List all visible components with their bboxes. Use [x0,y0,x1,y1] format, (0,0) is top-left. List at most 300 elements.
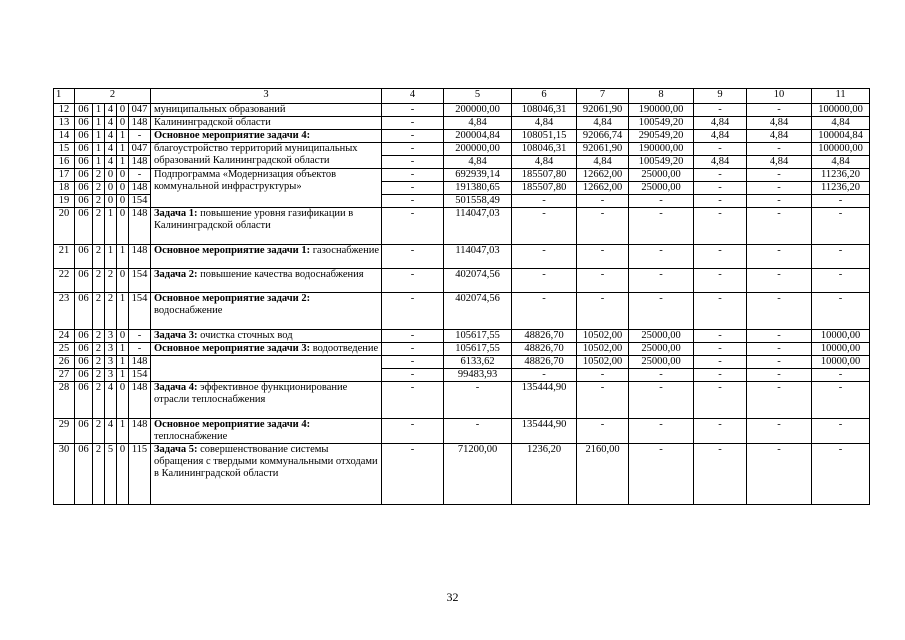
code-cell: 0 [117,382,129,419]
value-cell: - [812,195,870,208]
code-cell: 154 [129,369,151,382]
value-cell: - [629,293,694,330]
code-cell: 2 [105,269,117,293]
code-cell: 148 [129,117,151,130]
code-cell: 0 [117,104,129,117]
code-cell: 2 [93,195,105,208]
value-cell: 4,84 [812,117,870,130]
description-text: теплоснабжение [154,431,228,442]
table-row [54,343,870,356]
value-cell: - [747,269,812,293]
value-cell: - [747,343,812,356]
value-cell: 290549,20 [629,130,694,143]
value-cell: - [382,208,444,245]
code-cell: 06 [75,382,93,419]
header-cell: 7 [577,89,629,104]
value-cell: - [577,269,629,293]
code-cell: 06 [75,143,93,156]
code-cell: 0 [117,208,129,245]
value-cell: - [382,143,444,156]
code-cell: 06 [75,195,93,208]
value-cell: 4,84 [694,117,747,130]
code-cell: 06 [75,330,93,343]
code-cell: 2 [93,245,105,269]
code-cell: 1 [117,293,129,330]
value-cell: - [812,269,870,293]
value-cell: - [747,245,812,269]
code-cell: - [129,130,151,143]
value-cell: - [747,356,812,369]
value-cell: - [629,444,694,505]
value-cell: - [694,169,747,182]
value-cell: - [694,343,747,356]
code-cell: 0 [117,444,129,505]
value-cell: - [747,419,812,444]
row-number-cell: 19 [54,195,75,208]
code-cell: 1 [117,356,129,369]
code-cell: 06 [75,269,93,293]
table-row [54,208,870,245]
budget-table [53,88,870,505]
value-cell: - [694,195,747,208]
code-cell: 2 [93,293,105,330]
code-cell: 2 [93,330,105,343]
value-cell: 200000,00 [444,104,512,117]
description-bold-text: Задача 3: [154,330,198,341]
value-cell: - [577,293,629,330]
code-cell: 154 [129,195,151,208]
description-bold-text: Основное мероприятие задачи 4: [154,130,311,141]
code-cell: 148 [129,356,151,369]
value-cell: 48826,70 [512,356,577,369]
code-cell: 1 [117,130,129,143]
code-cell: 0 [117,330,129,343]
description-cell [151,104,382,117]
table-row [54,143,870,156]
row-number-cell: 13 [54,117,75,130]
value-cell: - [382,156,444,169]
description-cell [151,245,382,269]
value-cell: 92061,90 [577,104,629,117]
code-cell: 148 [129,208,151,245]
value-cell: - [694,208,747,245]
value-cell: 4,84 [577,156,629,169]
value-cell: - [812,444,870,505]
value-cell: 200000,00 [444,143,512,156]
code-cell: 3 [105,343,117,356]
value-cell: - [382,245,444,269]
value-cell: 1236,20 [512,444,577,505]
value-cell: - [382,419,444,444]
value-cell: - [512,269,577,293]
table-row [54,444,870,505]
code-cell: 4 [105,382,117,419]
value-cell: - [812,369,870,382]
code-cell: 06 [75,169,93,182]
code-cell: 4 [105,104,117,117]
value-cell: 4,84 [694,130,747,143]
code-cell: 115 [129,444,151,505]
value-cell: - [382,117,444,130]
value-cell: - [577,245,629,269]
value-cell: 190000,00 [629,104,694,117]
description-bold-text: Задача 2: [154,269,198,280]
code-cell: 1 [93,156,105,169]
code-cell: 06 [75,419,93,444]
value-cell: 4,84 [694,156,747,169]
value-cell: - [694,293,747,330]
value-cell: - [382,130,444,143]
value-cell: - [444,382,512,419]
value-cell: 4,84 [512,156,577,169]
value-cell: - [577,195,629,208]
code-cell: 2 [93,343,105,356]
value-cell: 108051,15 [512,130,577,143]
code-cell: 2 [93,169,105,182]
value-cell: 190000,00 [629,143,694,156]
row-number-cell: 15 [54,143,75,156]
value-cell: 185507,80 [512,182,577,195]
code-cell: 154 [129,293,151,330]
code-cell: 1 [117,245,129,269]
value-cell: - [382,195,444,208]
value-cell: 100000,00 [812,104,870,117]
code-cell: 1 [117,419,129,444]
row-number-cell: 21 [54,245,75,269]
code-cell: 06 [75,343,93,356]
description-text: повышение качества водоснабжения [197,269,364,280]
value-cell: 2160,00 [577,444,629,505]
value-cell: - [694,104,747,117]
description-cell [151,419,382,444]
description-text: очистка сточных вод [197,330,293,341]
code-cell: 06 [75,356,93,369]
code-cell: 3 [105,356,117,369]
value-cell: - [694,419,747,444]
table-row [54,356,870,369]
code-cell: 0 [117,182,129,195]
code-cell: 06 [75,293,93,330]
code-cell: 06 [75,444,93,505]
description-cell [151,208,382,245]
value-cell: 402074,56 [444,293,512,330]
code-cell: 0 [105,169,117,182]
code-cell: 2 [93,444,105,505]
code-cell: 1 [93,117,105,130]
value-cell: 25000,00 [629,343,694,356]
table-row [54,330,870,343]
value-cell: 200004,84 [444,130,512,143]
header-cell: 8 [629,89,694,104]
value-cell: - [382,169,444,182]
value-cell: - [694,369,747,382]
code-cell: 2 [93,269,105,293]
code-cell: 148 [129,245,151,269]
description-cell [151,356,382,382]
value-cell: - [629,208,694,245]
header-cell: 4 [382,89,444,104]
value-cell: - [694,182,747,195]
code-cell: 148 [129,182,151,195]
value-cell: 6133,62 [444,356,512,369]
code-cell: 2 [93,369,105,382]
description-cell [151,117,382,130]
value-cell: 4,84 [747,117,812,130]
value-cell: - [512,208,577,245]
code-cell: 0 [117,269,129,293]
value-cell: 99483,93 [444,369,512,382]
value-cell: - [382,293,444,330]
value-cell: - [747,182,812,195]
row-number-cell: 16 [54,156,75,169]
value-cell: - [382,343,444,356]
description-bold-text: Основное мероприятие задачи 4: [154,419,311,430]
value-cell: - [382,382,444,419]
value-cell: 25000,00 [629,169,694,182]
value-cell: 135444,90 [512,419,577,444]
value-cell: 10502,00 [577,356,629,369]
value-cell: - [629,195,694,208]
description-text: муниципальных образований [154,104,286,115]
code-cell: 2 [93,208,105,245]
value-cell: 501558,49 [444,195,512,208]
value-cell: - [694,356,747,369]
value-cell: 692939,14 [444,169,512,182]
code-cell: 0 [117,169,129,182]
code-cell: 2 [93,356,105,369]
row-number-cell: 27 [54,369,75,382]
value-cell: 108046,31 [512,143,577,156]
value-cell: 100549,20 [629,156,694,169]
value-cell: 10000,00 [812,343,870,356]
table-row [54,130,870,143]
table-row [54,169,870,182]
description-bold-text: Основное мероприятие задачи 1: [154,245,311,256]
description-cell [151,382,382,419]
description-bold-text: Задача 5: [154,444,198,455]
table-row [54,117,870,130]
code-cell: 047 [129,104,151,117]
code-cell: 3 [105,369,117,382]
code-cell: 148 [129,382,151,419]
code-cell: 5 [105,444,117,505]
code-cell: 1 [93,143,105,156]
description-cell [151,343,382,356]
row-number-cell: 17 [54,169,75,182]
value-cell: - [747,169,812,182]
value-cell: - [577,382,629,419]
value-cell: 4,84 [747,156,812,169]
description-cell [151,143,382,169]
table-row [54,293,870,330]
value-cell: 402074,56 [444,269,512,293]
value-cell: - [812,419,870,444]
code-cell: 148 [129,419,151,444]
value-cell: 4,84 [577,117,629,130]
value-cell: - [747,382,812,419]
value-cell: - [512,195,577,208]
code-cell: 4 [105,143,117,156]
value-cell: - [812,382,870,419]
value-cell: 25000,00 [629,356,694,369]
code-cell: 1 [93,130,105,143]
description-text: совершенствование системы обращения с твердыми коммунальными отходами в Калининградской области [154,444,378,479]
value-cell: 48826,70 [512,343,577,356]
value-cell: 105617,55 [444,343,512,356]
code-cell: 06 [75,117,93,130]
row-number-cell: 25 [54,343,75,356]
value-cell: - [629,269,694,293]
value-cell: - [382,104,444,117]
value-cell: - [512,293,577,330]
row-number-cell: 18 [54,182,75,195]
value-cell: 71200,00 [444,444,512,505]
table-row [54,245,870,269]
row-number-cell: 14 [54,130,75,143]
value-cell: 4,84 [444,117,512,130]
value-cell: - [694,269,747,293]
code-cell: 2 [93,182,105,195]
code-cell: 06 [75,208,93,245]
code-cell: 047 [129,143,151,156]
header-cell: 10 [747,89,812,104]
description-text: эффективное функционирование отрасли теплоснабжения [154,382,348,405]
header-cell: 3 [151,89,382,104]
value-cell: - [382,269,444,293]
value-cell: - [629,245,694,269]
value-cell: 12662,00 [577,169,629,182]
value-cell: 135444,90 [512,382,577,419]
value-cell: 11236,20 [812,169,870,182]
code-cell: 154 [129,269,151,293]
value-cell: 92061,90 [577,143,629,156]
row-number-cell: 26 [54,356,75,369]
description-text: газоснабжение [310,245,379,256]
value-cell: - [577,419,629,444]
code-cell: 4 [105,130,117,143]
code-cell: 06 [75,104,93,117]
value-cell: - [812,245,870,269]
value-cell: - [382,182,444,195]
value-cell: 12662,00 [577,182,629,195]
description-text: водоснабжение [154,305,223,316]
header-cell: 9 [694,89,747,104]
value-cell: - [694,245,747,269]
code-cell: 0 [117,195,129,208]
table-row [54,104,870,117]
description-text: Калининградской области [154,117,271,128]
code-cell: 4 [105,419,117,444]
code-cell: 06 [75,182,93,195]
row-number-cell: 23 [54,293,75,330]
code-cell: 0 [117,117,129,130]
value-cell: - [629,369,694,382]
code-cell: 2 [105,293,117,330]
description-bold-text: Задача 4: [154,382,198,393]
code-cell: 1 [117,143,129,156]
value-cell: 114047,03 [444,245,512,269]
value-cell: 10000,00 [812,330,870,343]
code-cell: 3 [105,330,117,343]
value-cell: 114047,03 [444,208,512,245]
value-cell: - [694,330,747,343]
description-cell [151,330,382,343]
value-cell: 11236,20 [812,182,870,195]
row-number-cell: 22 [54,269,75,293]
code-cell: 1 [93,104,105,117]
code-cell: 0 [105,195,117,208]
value-cell: 92066,74 [577,130,629,143]
value-cell: 10502,00 [577,343,629,356]
value-cell: 4,84 [512,117,577,130]
value-cell: - [382,356,444,369]
value-cell: 25000,00 [629,182,694,195]
table-row [54,419,870,444]
header-cell: 1 [54,89,75,104]
value-cell: - [382,444,444,505]
code-cell: 148 [129,156,151,169]
code-cell: 2 [93,419,105,444]
description-cell [151,293,382,330]
value-cell: - [694,444,747,505]
header-row [54,89,870,104]
code-cell: - [129,169,151,182]
row-number-cell: 30 [54,444,75,505]
value-cell: - [382,330,444,343]
description-bold-text: Основное мероприятие задачи 2: [154,293,311,304]
description-bold-text: Задача 1: [154,208,198,219]
description-text: благоустройство территорий муниципальных образований Калининградской области [154,143,358,166]
row-number-cell: 12 [54,104,75,117]
description-cell [151,169,382,208]
row-number-cell: 24 [54,330,75,343]
code-cell: 06 [75,245,93,269]
row-number-cell: 28 [54,382,75,419]
value-cell: 25000,00 [629,330,694,343]
value-cell: 100000,00 [812,143,870,156]
value-cell: - [747,208,812,245]
value-cell: - [747,293,812,330]
value-cell: - [444,419,512,444]
value-cell: - [629,419,694,444]
header-cell: 5 [444,89,512,104]
value-cell: - [694,143,747,156]
code-cell: 1 [117,369,129,382]
value-cell: - [577,208,629,245]
row-number-cell: 20 [54,208,75,245]
header-cell: 2 [75,89,151,104]
description-cell [151,130,382,143]
header-cell: 6 [512,89,577,104]
code-cell: 2 [93,382,105,419]
value-cell: 100549,20 [629,117,694,130]
value-cell: 10000,00 [812,356,870,369]
value-cell: 4,84 [444,156,512,169]
code-cell: 06 [75,369,93,382]
code-cell: 4 [105,156,117,169]
value-cell: 4,84 [812,156,870,169]
value-cell: - [512,245,577,269]
code-cell: 1 [105,245,117,269]
value-cell: - [577,369,629,382]
value-cell: - [812,293,870,330]
value-cell: - [747,330,812,343]
description-cell [151,444,382,505]
description-text: повышение уровня газификации в Калининградской области [154,208,354,231]
code-cell: 4 [105,117,117,130]
code-cell: 1 [117,156,129,169]
value-cell: - [694,382,747,419]
